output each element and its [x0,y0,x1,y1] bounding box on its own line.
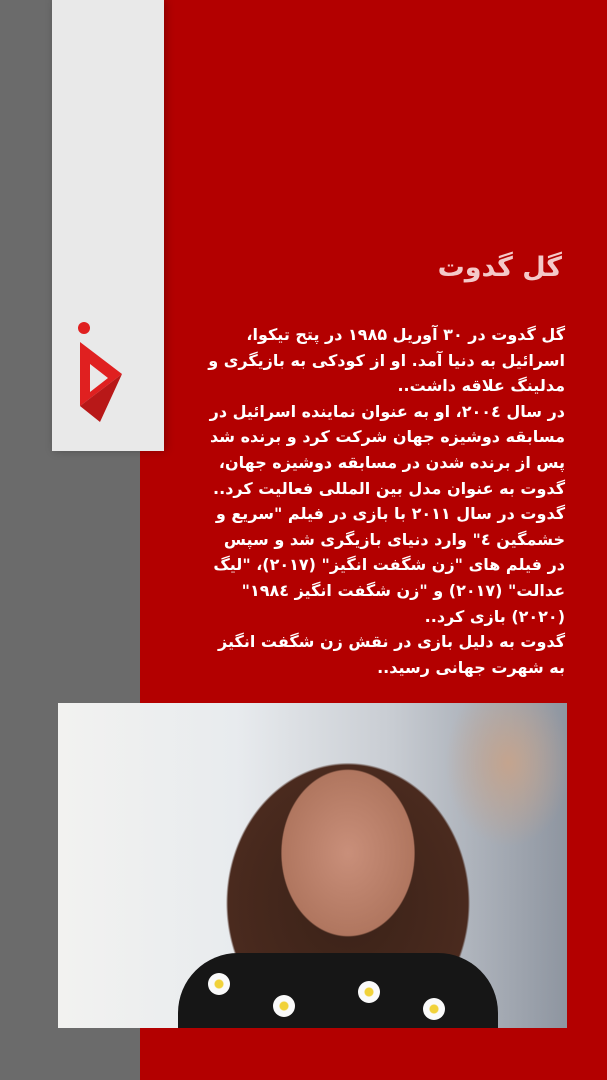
photo-flower [273,995,295,1017]
photo-flower [423,998,445,1020]
bio-paragraph: گدوت به دلیل بازی در نقش زن شگفت انگیز به شهرت جهانی رسید.. [218,632,565,677]
page-title: گل گدوت [437,252,562,283]
play-logo-icon [70,318,126,428]
bio-paragraph: گدوت در سال ۲۰۱۱ با بازی در فیلم "سریع و خشمگین ٤" وارد دنیای بازیگری شد و سپس در فیلم های "زن شگفت انگیز" (۲۰۱۷)، "لیگ عدالت" (۲۰۱۷) و "زن شگفت انگیز ۱۹۸٤" (۲۰۲۰) بازی کرد.. [213,504,565,626]
portrait-photo [58,703,567,1028]
photo-flower [358,981,380,1003]
bio-paragraph: در سال ۲۰۰٤، او به عنوان نماینده اسرائیل در مسابقه دوشیزه جهان شرکت کرد و برنده شد پس از برنده شدن در مسابقه دوشیزه جهان، گدوت به عنوان مدل بین المللی فعالیت کرد.. [209,401,565,498]
biography-text [205,322,565,680]
photo-flower [208,973,230,995]
bio-paragraph: گل گدوت در ۳۰ آوریل ۱۹۸۵ در پتح تیکوا، اسرائیل به دنیا آمد. او از کودکی به بازیگری و مدلینگ علاقه داشت.. [208,325,565,396]
